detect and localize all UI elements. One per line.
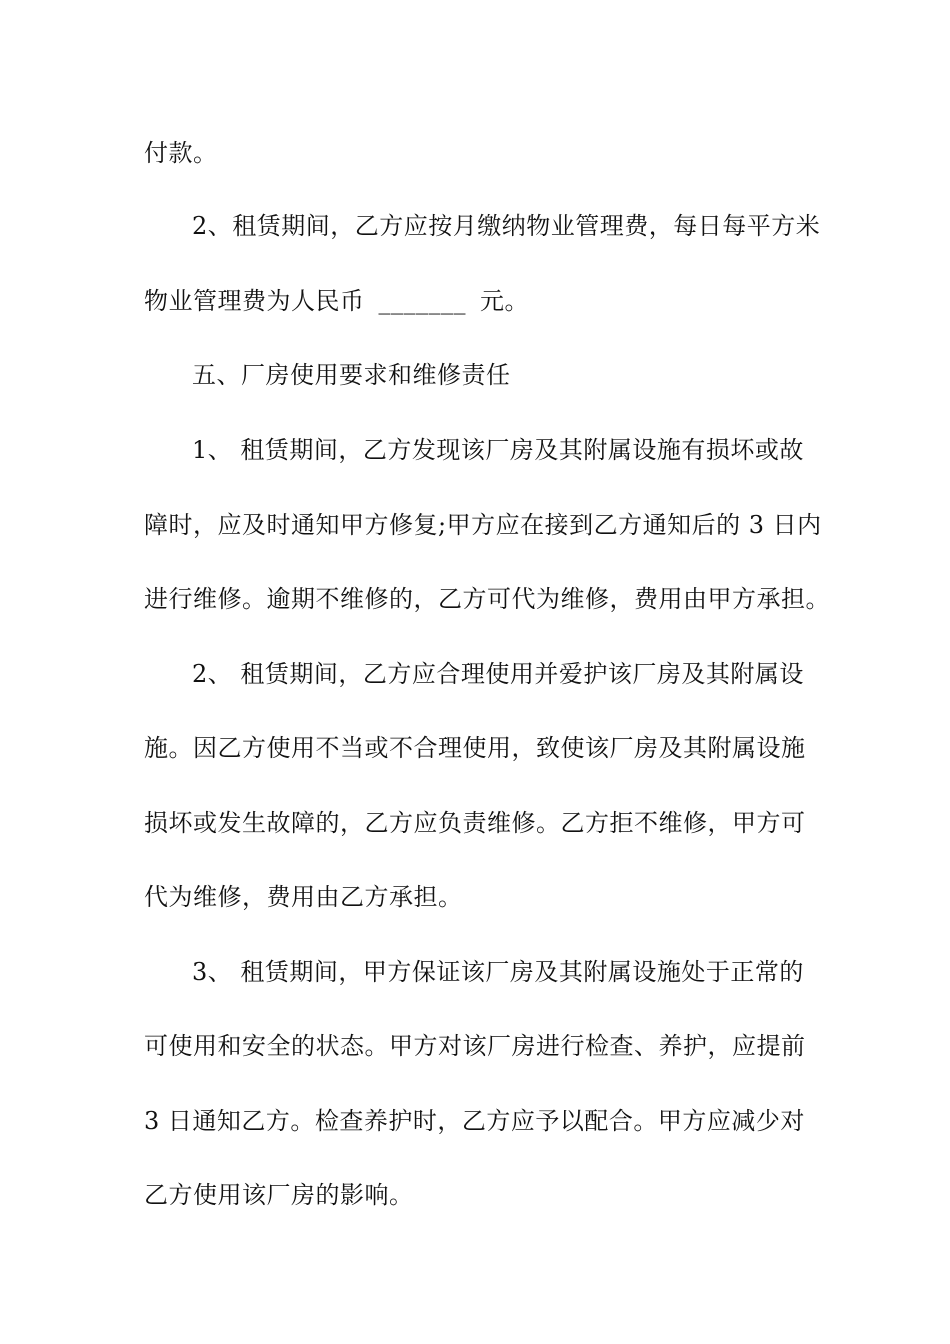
text-line: 乙方使用该厂房的影响。 [144, 1181, 414, 1209]
text-line: 3 日通知乙方。检查养护时，乙方应予以配合。甲方应减少对 [144, 1107, 805, 1135]
text-line: 代为维修，费用由乙方承担。 [144, 883, 463, 911]
text-line: 进行维修。逾期不维修的，乙方可代为维修，费用由甲方承担。 [144, 585, 830, 613]
text-line: 可使用和安全的状态。甲方对该厂房进行检查、养护，应提前 [144, 1032, 806, 1060]
text-line: 1、 租赁期间，乙方发现该厂房及其附属设施有损坏或故 [192, 436, 804, 464]
text-segment: 元。 [480, 287, 529, 315]
fill-in-blank: _______ [378, 287, 466, 315]
text-line: 损坏或发生故障的，乙方应负责维修。乙方拒不维修，甲方可 [144, 809, 806, 837]
text-line: 施。因乙方使用不当或不合理使用，致使该厂房及其附属设施 [144, 734, 806, 762]
section-heading: 五、厂房使用要求和维修责任 [192, 361, 511, 389]
text-line: 2、 租赁期间，乙方应合理使用并爱护该厂房及其附属设 [192, 660, 804, 688]
text-line [144, 285, 844, 317]
text-segment: 物业管理费为人民币 [144, 287, 365, 315]
text-line: 2、租赁期间，乙方应按月缴纳物业管理费，每日每平方米 [192, 212, 821, 240]
text-line: 付款。 [144, 139, 218, 167]
text-line: 3、 租赁期间，甲方保证该厂房及其附属设施处于正常的 [192, 958, 804, 986]
text-line: 障时，应及时通知甲方修复;甲方应在接到乙方通知后的 3 日内 [144, 511, 822, 539]
